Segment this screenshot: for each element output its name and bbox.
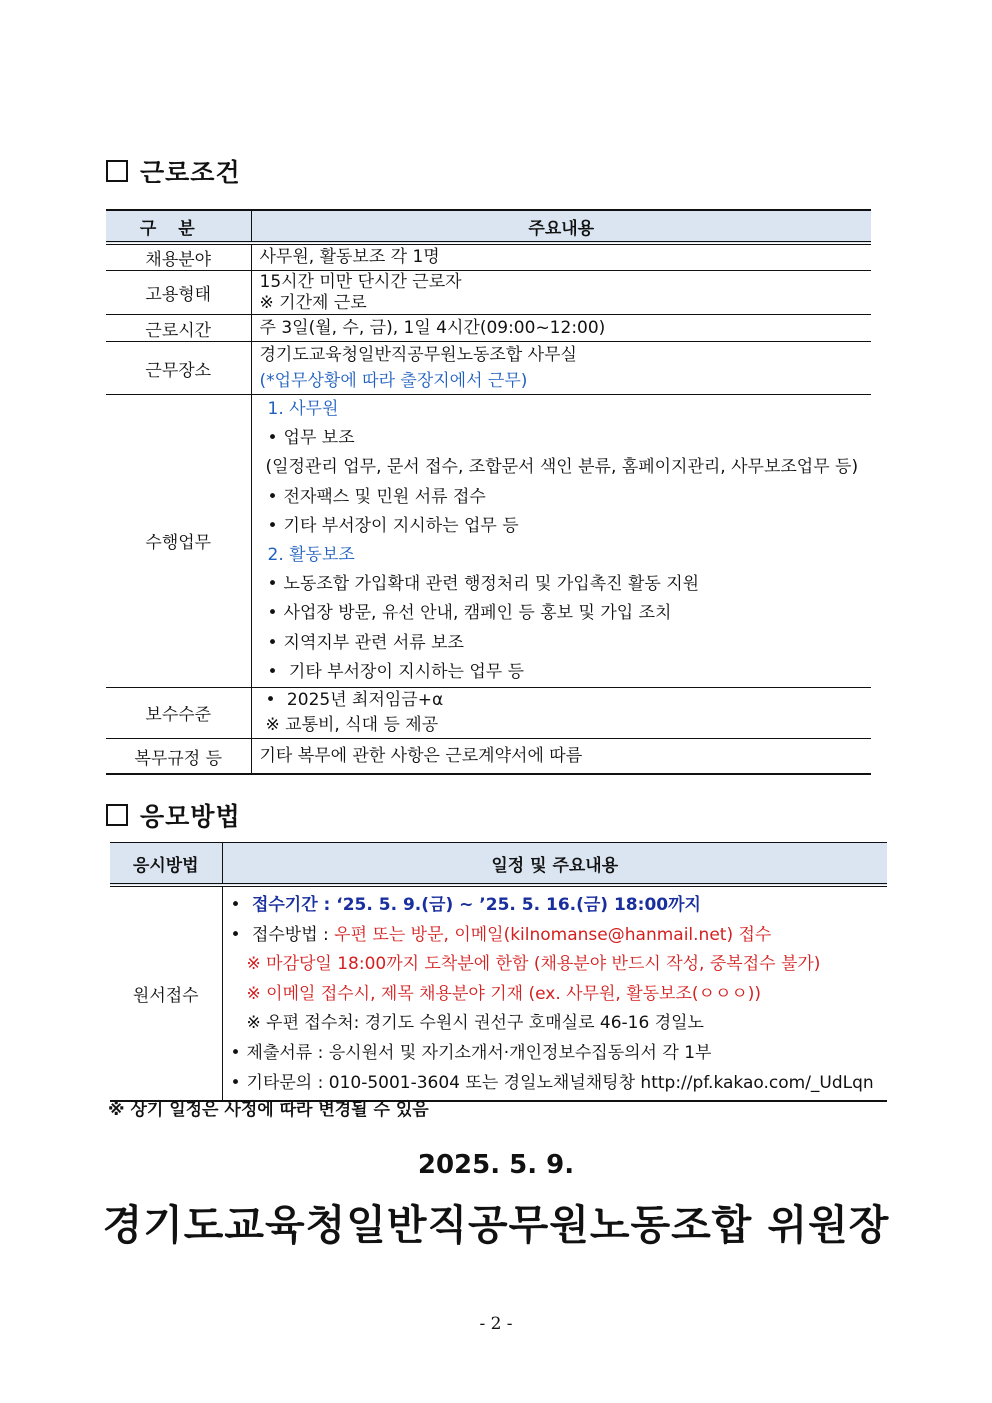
- section-heading-application: [106, 798, 241, 832]
- duty-item: • 기타 부서장이 지시하는 업무 등: [260, 658, 872, 687]
- row-label: 원서접수: [110, 885, 222, 1101]
- section-title: 응모방법: [140, 802, 241, 831]
- row-value: 주 3일(월, 수, 금), 1일 4시간(09:00~12:00): [251, 315, 871, 342]
- section-heading-work-conditions: [106, 154, 241, 188]
- duty-heading: 1. 사무원: [267, 399, 339, 419]
- document-date: 2025. 5. 9.: [417, 1150, 575, 1180]
- section-title: 근로조건: [140, 158, 241, 187]
- header-category: 구분: [106, 210, 251, 243]
- duty-item: • 사업장 방문, 유선 안내, 캠페인 등 홍보 및 가입 조치: [260, 599, 872, 628]
- value-line: ※ 기간제 근로: [259, 292, 367, 313]
- value-line: 경기도교육청일반직공무원노동조합 사무실: [259, 345, 577, 365]
- table-header-row: [110, 843, 887, 886]
- duty-item: • 노동조합 가입확대 관련 행정처리 및 가입촉진 활동 지원: [260, 570, 872, 599]
- email-note: ※ 이메일 접수시, 제목 채용분야 기재 (ex. 사무원, 활동보조(ㅇㅇㅇ)): [246, 983, 762, 1004]
- row-value: [251, 687, 871, 738]
- duty-item: • 기타 부서장이 지시하는 업무 등: [260, 512, 872, 541]
- table-row: [106, 243, 871, 271]
- header-schedule: 일정 및 주요내용: [222, 843, 887, 886]
- work-conditions-table: [106, 209, 871, 775]
- table-row: [110, 885, 887, 1101]
- contact-line: • 기타문의 : 010-5001-3604 또는 경일노채널채팅창 http://pf.kakao.com/_UdLqn: [231, 1069, 888, 1099]
- row-value: 사무원, 활동보조 각 1명: [251, 243, 871, 271]
- deadline-note: ※ 마감당일 18:00까지 도착분에 한함 (채용분야 반드시 작성, 중복접수 불가): [246, 954, 821, 975]
- period-value: ‘25. 5. 9.(금) ~ ’25. 5. 16.(금) 18:00까지: [336, 895, 701, 915]
- header-method: 응시방법: [110, 843, 222, 886]
- row-value-application: [222, 885, 887, 1101]
- table-row: [106, 395, 871, 688]
- table-row: [106, 271, 871, 315]
- checkbox-square-icon: [106, 804, 128, 826]
- table-row: [106, 315, 871, 342]
- table-row: [106, 687, 871, 738]
- duty-item: • 지역지부 관련 서류 보조: [260, 629, 872, 658]
- page-number: - 2 -: [479, 1314, 513, 1334]
- value-line: • 2025년 최저임금+α: [260, 688, 872, 713]
- duty-detail: (일정관리 업무, 문서 접수, 조합문서 색인 분류, 홈페이지관리, 사무보조업무 등): [265, 457, 859, 478]
- period-label: 접수기간 :: [251, 895, 337, 915]
- signer-title: 경기도교육청일반직공무원노동조합 위원장: [102, 1201, 890, 1249]
- row-label: 채용분야: [106, 243, 251, 271]
- duty-heading: 2. 활동보조: [267, 544, 355, 565]
- row-label: 근무장소: [106, 342, 251, 395]
- header-main-content: 주요내용: [251, 210, 871, 243]
- method-label: 접수방법 :: [251, 924, 335, 945]
- row-value: 기타 복무에 관한 사항은 근로계약서에 따름: [251, 738, 871, 774]
- table-header-row: [106, 210, 871, 243]
- documents-line: • 제출서류 : 응시원서 및 자기소개서·개인정보수집동의서 각 1부: [231, 1039, 888, 1069]
- value-line: 15시간 미만 단시간 근로자: [259, 272, 462, 293]
- schedule-change-notice: ※ 상기 일정은 사정에 따라 변경될 수 있음: [108, 1100, 429, 1120]
- application-table: [110, 842, 887, 1102]
- row-label: 고용형태: [106, 271, 251, 315]
- row-value-duties: [251, 395, 871, 688]
- table-row: [106, 738, 871, 774]
- value-line-note: (*업무상황에 따라 출장지에서 근무): [259, 371, 528, 391]
- row-label: 보수수준: [106, 687, 251, 738]
- row-value: [251, 271, 871, 315]
- table-row: [106, 342, 871, 395]
- row-label: 근로시간: [106, 315, 251, 342]
- row-value: [251, 342, 871, 395]
- duty-item: • 전자팩스 및 민원 서류 접수: [260, 483, 872, 512]
- checkbox-square-icon: [106, 160, 128, 182]
- duty-item: • 업무 보조: [260, 424, 872, 453]
- period-line: [231, 891, 888, 921]
- method-value: 우편 또는 방문, 이메일(kilnomanse@hanmail.net) 접수: [334, 924, 772, 945]
- method-line: [231, 921, 888, 951]
- post-address-note: ※ 우편 접수처: 경기도 수원시 권선구 호매실로 46-16 경일노: [246, 1013, 704, 1034]
- row-label: 수행업무: [106, 395, 251, 688]
- row-label: 복무규정 등: [106, 738, 251, 774]
- value-line: ※ 교통비, 식대 등 제공: [265, 714, 439, 735]
